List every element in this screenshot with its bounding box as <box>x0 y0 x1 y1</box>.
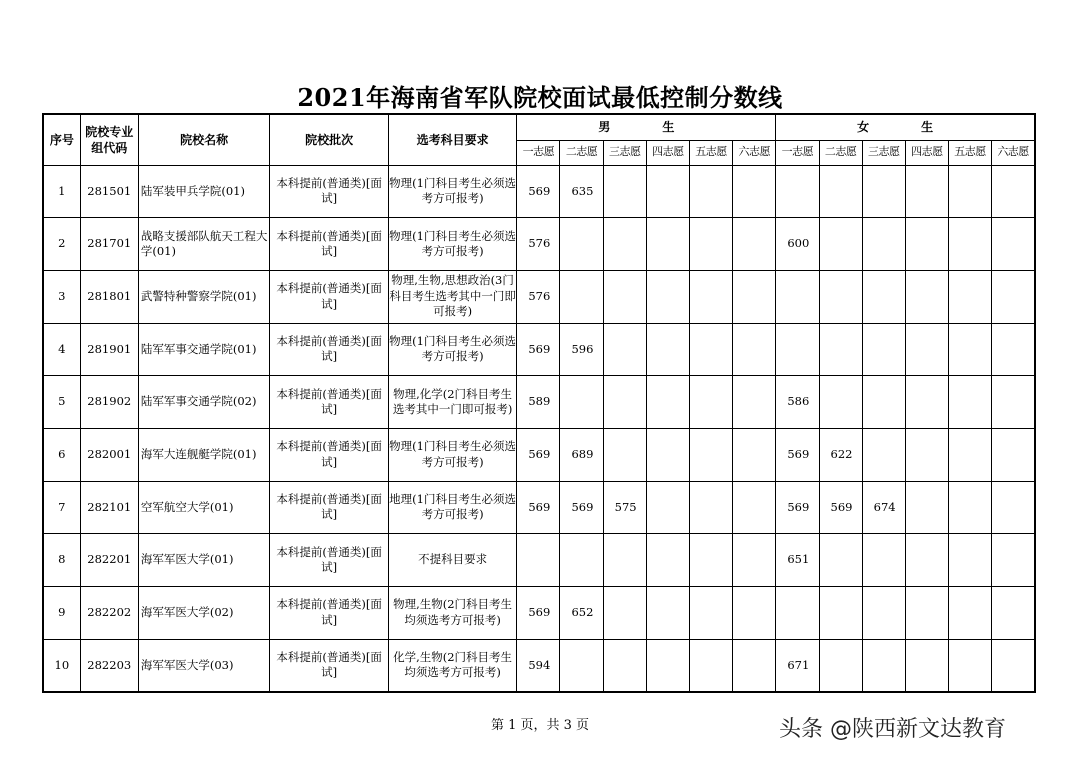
page-footer: 第 1 页，共 3 页 <box>490 718 590 733</box>
male-score-cell: 635 <box>560 165 603 218</box>
male-score-cell <box>689 218 732 271</box>
female-score-cell <box>819 270 862 323</box>
male-choice-header: 四志愿 <box>646 140 689 165</box>
female-score-cell: 569 <box>819 481 862 534</box>
male-score-cell <box>733 534 776 587</box>
female-choice-header: 二志愿 <box>819 140 862 165</box>
school-name-cell: 陆军装甲兵学院(01) <box>138 165 270 218</box>
female-choice-header: 五志愿 <box>948 140 991 165</box>
school-name-cell: 海军军医大学(02) <box>138 587 270 640</box>
female-score-cell <box>862 639 905 692</box>
batch-cell: 本科提前(普通类)[面试] <box>270 165 388 218</box>
male-score-cell <box>517 534 560 587</box>
batch-cell: 本科提前(普通类)[面试] <box>270 323 388 376</box>
female-score-cell <box>992 270 1035 323</box>
header-batch: 院校批次 <box>270 114 388 165</box>
page-title: 2021年海南省军队院校面试最低控制分数线 <box>297 83 783 112</box>
code-cell: 281801 <box>80 270 138 323</box>
subjects-cell: 物理,化学(2门科目考生选考其中一门即可报考) <box>388 376 517 429</box>
male-score-cell <box>603 323 646 376</box>
female-score-cell <box>776 323 819 376</box>
code-cell: 282101 <box>80 481 138 534</box>
batch-cell: 本科提前(普通类)[面试] <box>270 639 388 692</box>
table-row <box>43 376 1035 429</box>
table-row <box>43 481 1035 534</box>
male-score-cell <box>733 376 776 429</box>
female-score-cell <box>862 587 905 640</box>
male-score-cell: 569 <box>517 323 560 376</box>
school-name-cell: 武警特种警察学院(01) <box>138 270 270 323</box>
seq-cell: 10 <box>43 639 80 692</box>
table-row <box>43 587 1035 640</box>
female-score-cell <box>819 534 862 587</box>
code-cell: 281902 <box>80 376 138 429</box>
subjects-cell: 化学,生物(2门科目考生均须选考方可报考) <box>388 639 517 692</box>
female-score-cell <box>819 587 862 640</box>
school-name-cell: 海军大连舰艇学院(01) <box>138 428 270 481</box>
female-score-cell <box>905 639 948 692</box>
table-row <box>43 639 1035 692</box>
school-name-cell: 战略支援部队航天工程大学(01) <box>138 218 270 271</box>
header-female: 女 生 <box>776 114 1035 140</box>
male-score-cell <box>603 639 646 692</box>
male-score-cell <box>560 218 603 271</box>
female-score-cell <box>905 376 948 429</box>
male-score-cell: 575 <box>603 481 646 534</box>
male-choice-header: 二志愿 <box>560 140 603 165</box>
batch-cell: 本科提前(普通类)[面试] <box>270 587 388 640</box>
female-score-cell <box>948 481 991 534</box>
header-male: 男 生 <box>517 114 776 140</box>
female-score-cell <box>948 428 991 481</box>
female-score-cell <box>948 165 991 218</box>
code-cell: 281501 <box>80 165 138 218</box>
female-score-cell <box>948 639 991 692</box>
male-score-cell: 569 <box>517 165 560 218</box>
batch-cell: 本科提前(普通类)[面试] <box>270 270 388 323</box>
male-score-cell <box>689 270 732 323</box>
seq-cell: 8 <box>43 534 80 587</box>
female-score-cell <box>776 587 819 640</box>
header-school-name: 院校名称 <box>138 114 270 165</box>
female-score-cell <box>862 323 905 376</box>
male-choice-header: 一志愿 <box>517 140 560 165</box>
male-choice-header: 五志愿 <box>689 140 732 165</box>
subjects-cell: 物理(1门科目考生必须选考方可报考) <box>388 428 517 481</box>
male-score-cell <box>646 323 689 376</box>
male-score-cell <box>646 481 689 534</box>
male-score-cell <box>733 587 776 640</box>
score-table <box>42 113 1036 693</box>
male-score-cell <box>560 376 603 429</box>
batch-cell: 本科提前(普通类)[面试] <box>270 428 388 481</box>
batch-cell: 本科提前(普通类)[面试] <box>270 218 388 271</box>
subjects-cell: 物理(1门科目考生必须选考方可报考) <box>388 165 517 218</box>
female-score-cell <box>776 270 819 323</box>
seq-cell: 5 <box>43 376 80 429</box>
male-score-cell: 594 <box>517 639 560 692</box>
female-score-cell: 600 <box>776 218 819 271</box>
batch-cell: 本科提前(普通类)[面试] <box>270 534 388 587</box>
code-cell: 282001 <box>80 428 138 481</box>
female-score-cell <box>948 534 991 587</box>
female-score-cell <box>905 481 948 534</box>
male-score-cell <box>689 587 732 640</box>
male-score-cell <box>603 587 646 640</box>
female-score-cell <box>862 428 905 481</box>
female-score-cell <box>905 165 948 218</box>
female-score-cell <box>819 639 862 692</box>
male-score-cell <box>689 428 732 481</box>
code-cell: 281901 <box>80 323 138 376</box>
female-score-cell <box>862 376 905 429</box>
male-score-cell <box>689 376 732 429</box>
header-seq: 序号 <box>43 114 80 165</box>
table-row <box>43 428 1035 481</box>
seq-cell: 7 <box>43 481 80 534</box>
male-score-cell <box>646 376 689 429</box>
female-score-cell <box>819 165 862 218</box>
male-score-cell: 569 <box>560 481 603 534</box>
male-score-cell <box>646 639 689 692</box>
code-cell: 282201 <box>80 534 138 587</box>
subjects-cell: 物理(1门科目考生必须选考方可报考) <box>388 218 517 271</box>
code-cell: 282202 <box>80 587 138 640</box>
table-row <box>43 165 1035 218</box>
male-score-cell <box>603 428 646 481</box>
female-choice-header: 一志愿 <box>776 140 819 165</box>
code-cell: 281701 <box>80 218 138 271</box>
male-score-cell <box>603 534 646 587</box>
male-score-cell: 569 <box>517 428 560 481</box>
male-choice-header: 六志愿 <box>733 140 776 165</box>
subjects-cell: 物理,生物(2门科目考生均须选考方可报考) <box>388 587 517 640</box>
female-score-cell <box>992 376 1035 429</box>
school-name-cell: 空军航空大学(01) <box>138 481 270 534</box>
watermark: 头条 @陕西新文达教育 <box>779 717 1006 742</box>
male-score-cell: 652 <box>560 587 603 640</box>
seq-cell: 2 <box>43 218 80 271</box>
male-score-cell <box>733 270 776 323</box>
male-score-cell <box>689 165 732 218</box>
batch-cell: 本科提前(普通类)[面试] <box>270 376 388 429</box>
female-score-cell <box>948 376 991 429</box>
female-score-cell <box>862 270 905 323</box>
school-name-cell: 海军军医大学(03) <box>138 639 270 692</box>
table-row <box>43 270 1035 323</box>
male-score-cell <box>689 323 732 376</box>
female-score-cell <box>905 428 948 481</box>
female-score-cell <box>948 218 991 271</box>
female-score-cell <box>992 481 1035 534</box>
male-score-cell <box>733 323 776 376</box>
male-score-cell <box>733 639 776 692</box>
male-score-cell <box>646 218 689 271</box>
female-score-cell <box>948 270 991 323</box>
female-score-cell <box>948 587 991 640</box>
male-score-cell <box>733 218 776 271</box>
female-score-cell: 622 <box>819 428 862 481</box>
male-choice-header: 三志愿 <box>603 140 646 165</box>
school-name-cell: 陆军军事交通学院(02) <box>138 376 270 429</box>
male-score-cell <box>603 218 646 271</box>
male-score-cell <box>646 587 689 640</box>
female-score-cell <box>776 165 819 218</box>
female-choice-header: 三志愿 <box>862 140 905 165</box>
male-score-cell <box>689 534 732 587</box>
male-score-cell <box>603 270 646 323</box>
male-score-cell <box>560 639 603 692</box>
seq-cell: 4 <box>43 323 80 376</box>
male-score-cell: 569 <box>517 587 560 640</box>
subjects-cell: 物理(1门科目考生必须选考方可报考) <box>388 323 517 376</box>
subjects-cell: 地理(1门科目考生必须选考方可报考) <box>388 481 517 534</box>
female-score-cell <box>819 376 862 429</box>
female-score-cell <box>862 165 905 218</box>
male-score-cell: 576 <box>517 218 560 271</box>
male-score-cell <box>646 534 689 587</box>
female-score-cell <box>905 270 948 323</box>
female-score-cell <box>992 165 1035 218</box>
male-score-cell <box>689 481 732 534</box>
male-score-cell: 589 <box>517 376 560 429</box>
female-score-cell <box>992 639 1035 692</box>
female-score-cell <box>948 323 991 376</box>
male-score-cell <box>560 534 603 587</box>
seq-cell: 9 <box>43 587 80 640</box>
header-code: 院校专业组代码 <box>80 114 138 165</box>
female-score-cell <box>992 323 1035 376</box>
male-score-cell: 689 <box>560 428 603 481</box>
subjects-cell: 物理,生物,思想政治(3门科目考生选考其中一门即可报考) <box>388 270 517 323</box>
header-subjects: 选考科目要求 <box>388 114 517 165</box>
female-score-cell <box>992 587 1035 640</box>
seq-cell: 1 <box>43 165 80 218</box>
male-score-cell: 576 <box>517 270 560 323</box>
female-score-cell <box>992 218 1035 271</box>
male-score-cell <box>560 270 603 323</box>
female-score-cell <box>905 323 948 376</box>
male-score-cell <box>646 428 689 481</box>
batch-cell: 本科提前(普通类)[面试] <box>270 481 388 534</box>
female-score-cell <box>992 534 1035 587</box>
male-score-cell <box>646 165 689 218</box>
female-score-cell: 651 <box>776 534 819 587</box>
male-score-cell: 569 <box>517 481 560 534</box>
male-score-cell <box>733 481 776 534</box>
female-score-cell: 569 <box>776 428 819 481</box>
female-score-cell <box>905 534 948 587</box>
female-score-cell <box>905 218 948 271</box>
table-row <box>43 218 1035 271</box>
male-score-cell <box>733 165 776 218</box>
male-score-cell <box>733 428 776 481</box>
table-row <box>43 323 1035 376</box>
female-score-cell: 671 <box>776 639 819 692</box>
seq-cell: 3 <box>43 270 80 323</box>
female-score-cell: 674 <box>862 481 905 534</box>
school-name-cell: 陆军军事交通学院(01) <box>138 323 270 376</box>
male-score-cell <box>603 165 646 218</box>
female-choice-header: 四志愿 <box>905 140 948 165</box>
female-score-cell <box>905 587 948 640</box>
male-score-cell <box>603 376 646 429</box>
female-score-cell: 586 <box>776 376 819 429</box>
female-choice-header: 六志愿 <box>992 140 1035 165</box>
male-score-cell <box>646 270 689 323</box>
subjects-cell: 不提科目要求 <box>388 534 517 587</box>
female-score-cell <box>819 218 862 271</box>
school-name-cell: 海军军医大学(01) <box>138 534 270 587</box>
table-row <box>43 534 1035 587</box>
female-score-cell: 569 <box>776 481 819 534</box>
seq-cell: 6 <box>43 428 80 481</box>
male-score-cell: 596 <box>560 323 603 376</box>
female-score-cell <box>992 428 1035 481</box>
male-score-cell <box>689 639 732 692</box>
female-score-cell <box>819 323 862 376</box>
female-score-cell <box>862 534 905 587</box>
code-cell: 282203 <box>80 639 138 692</box>
female-score-cell <box>862 218 905 271</box>
